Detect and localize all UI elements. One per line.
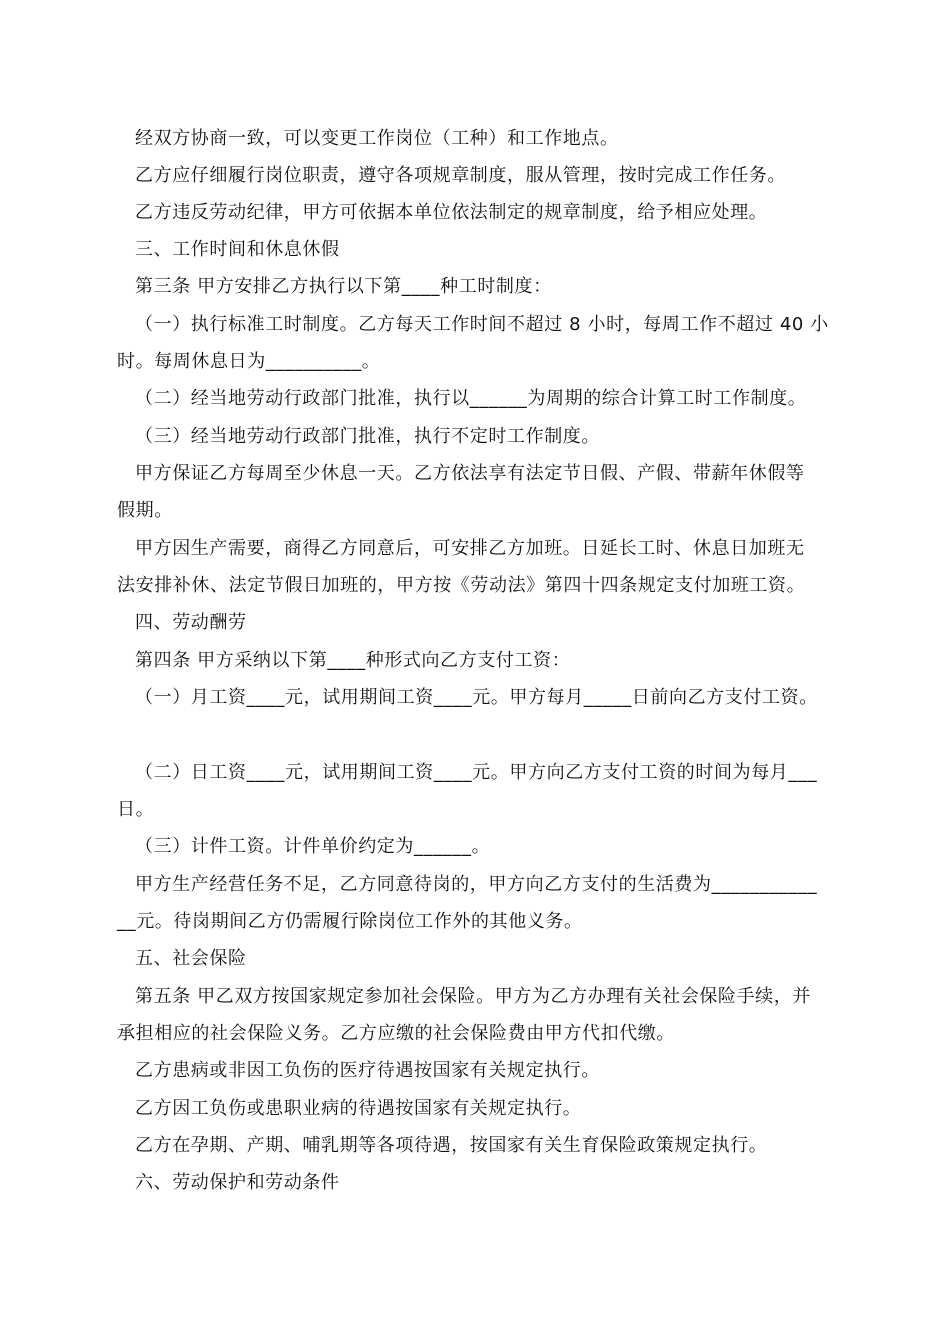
section-heading: 五、社会保险	[135, 948, 247, 969]
paragraph-line: （三）经当地劳动行政部门批准，执行不定时工作制度。	[135, 426, 600, 447]
paragraph-line: （一）执行标准工时制度。乙方每天工作时间不超过 8 小时，每周工作不超过 40 小	[135, 314, 829, 335]
section-heading: 三、工作时间和休息休假	[135, 239, 340, 260]
paragraph-line: 承担相应的社会保险义务。乙方应缴的社会保险费由甲方代扣代缴。	[117, 1023, 675, 1044]
paragraph-line: （一）月工资____元，试用期间工资____元。甲方每月_____日前向乙方支付工资。	[135, 687, 818, 708]
paragraph-line: 甲方因生产需要，商得乙方同意后，可安排乙方加班。日延长工时、休息日加班无	[135, 538, 805, 559]
paragraph-line: __元。待岗期间乙方仍需履行除岗位工作外的其他义务。	[117, 911, 583, 932]
article-line: 第三条 甲方安排乙方执行以下第____种工时制度：	[135, 276, 552, 297]
paragraph-line: （二）经当地劳动行政部门批准，执行以______为周期的综合计算工时工作制度。	[135, 388, 807, 409]
paragraph-line: 乙方违反劳动纪律，甲方可依据本单位依法制定的规章制度，给予相应处理。	[135, 202, 768, 223]
paragraph-line: （二）日工资____元，试用期间工资____元。甲方向乙方支付工资的时间为每月___	[135, 762, 818, 783]
paragraph-line: 乙方在孕期、产期、哺乳期等各项待遇，按国家有关生育保险政策规定执行。	[135, 1135, 768, 1156]
paragraph-line: 假期。	[117, 500, 173, 521]
paragraph-line: 日。	[117, 799, 155, 820]
paragraph-line: 经双方协商一致，可以变更工作岗位（工种）和工作地点。	[135, 128, 619, 149]
paragraph-line: 乙方患病或非因工负伤的医疗待遇按国家有关规定执行。	[135, 1060, 600, 1081]
paragraph-line: 乙方应仔细履行岗位职责，遵守各项规章制度，服从管理，按时完成工作任务。	[135, 165, 786, 186]
paragraph-line: 乙方因工负伤或患职业病的待遇按国家有关规定执行。	[135, 1098, 582, 1119]
article-line: 第五条 甲乙双方按国家规定参加社会保险。甲方为乙方办理有关社会保险手续，并	[135, 986, 811, 1007]
paragraph-line: 时。每周休息日为__________。	[117, 351, 381, 372]
section-heading: 四、劳动酬劳	[135, 612, 247, 633]
paragraph-line: 甲方生产经营任务不足，乙方同意待岗的，甲方向乙方支付的生活费为___________	[135, 874, 818, 895]
paragraph-line: 法安排补休、法定节假日加班的，甲方按《劳动法》第四十四条规定支付加班工资。	[117, 575, 806, 596]
paragraph-line: 甲方保证乙方每周至少休息一天。乙方依法享有法定节日假、产假、带薪年休假等	[135, 463, 805, 484]
section-heading: 六、劳动保护和劳动条件	[135, 1172, 340, 1193]
paragraph-line: （三）计件工资。计件单价约定为______。	[135, 836, 491, 857]
article-line: 第四条 甲方采纳以下第____种形式向乙方支付工资：	[135, 650, 571, 671]
